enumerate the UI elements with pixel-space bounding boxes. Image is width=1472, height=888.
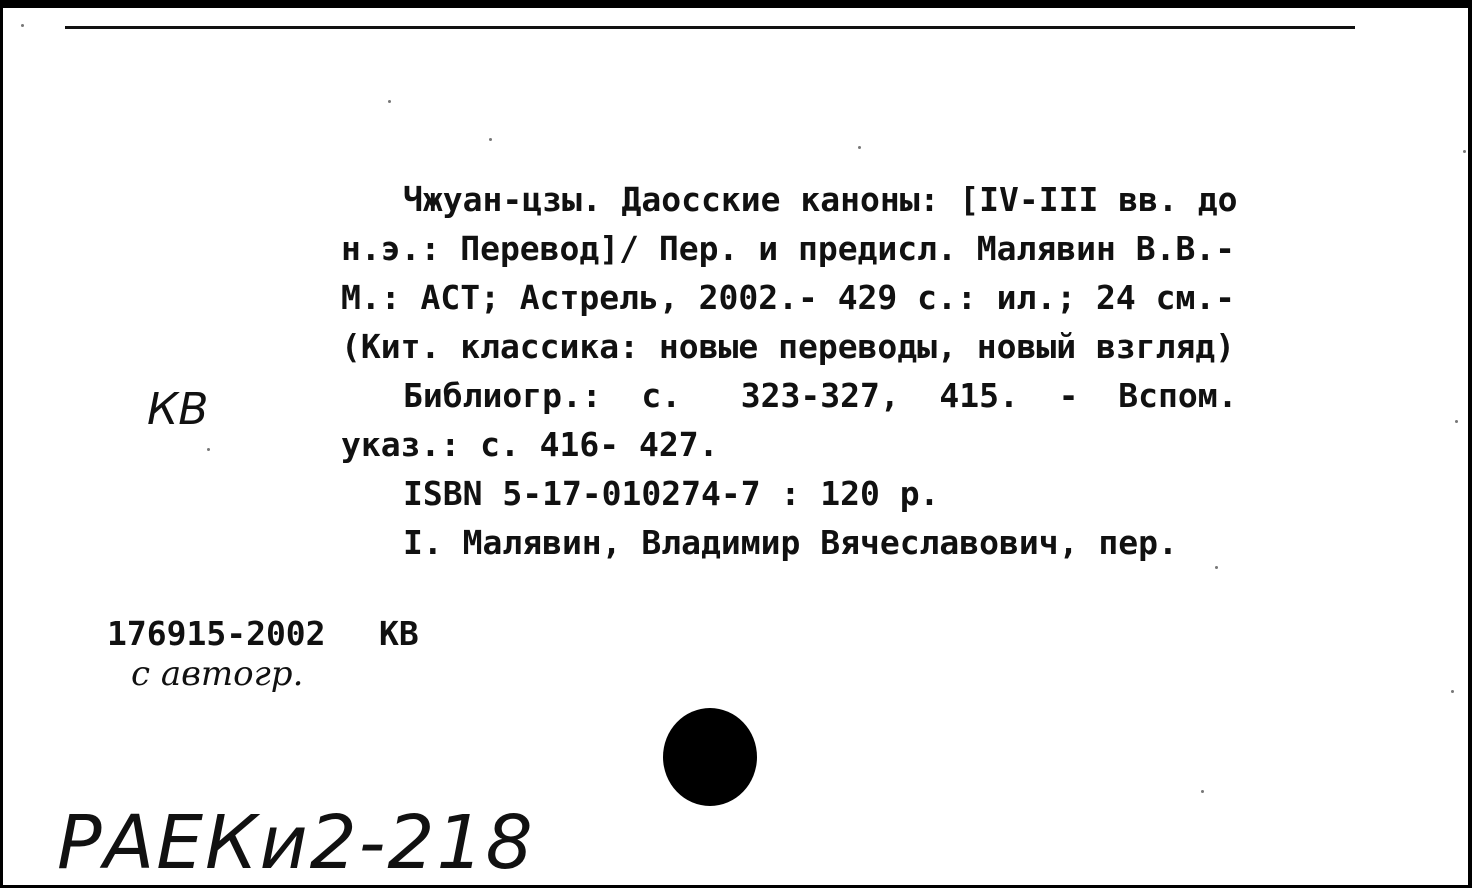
scan-speck (1455, 420, 1458, 423)
accession-number: 176915-2002 (107, 614, 326, 653)
scan-speck (1451, 690, 1454, 693)
top-rule (65, 26, 1355, 29)
entry-line-3: М.: АСТ; Астрель, 2002.- 429 с.: ил.; 24 см.- (341, 278, 1236, 317)
added-entry-line: I. Малявин, Владимир Вячеславович, пер. (403, 523, 1178, 562)
scan-speck (1201, 790, 1204, 793)
handwritten-margin-mark: КВ (147, 384, 209, 435)
scan-speck (858, 146, 861, 149)
punch-hole (663, 708, 757, 806)
scan-speck (489, 138, 492, 141)
isbn-line: ISBN 5-17-010274-7 : 120 р. (403, 474, 940, 513)
entry-line-2: н.э.: Перевод]/ Пер. и предисл. Малявин В.В.- (341, 229, 1236, 268)
scan-speck (1463, 150, 1466, 153)
bibliography-note-line-1: Библиогр.: с. 323-327, 415. - Вспом. (403, 376, 1238, 415)
entry-line-4: (Кит. классика: новые переводы, новый взгляд) (341, 327, 1236, 366)
handwritten-call-number: РАЕКи2-218 (57, 800, 535, 886)
scan-speck (207, 448, 210, 451)
handwritten-source-note: с автогр. (131, 654, 304, 694)
accession-location: КВ (379, 614, 419, 653)
scan-speck (388, 100, 391, 103)
bibliography-note-line-2: указ.: с. 416- 427. (341, 425, 719, 464)
entry-line-1: Чжуан-цзы. Даосские каноны: [IV-III вв. до (403, 180, 1238, 219)
scan-speck (21, 24, 24, 27)
top-edge-band (3, 0, 1468, 8)
scan-speck (1215, 566, 1218, 569)
